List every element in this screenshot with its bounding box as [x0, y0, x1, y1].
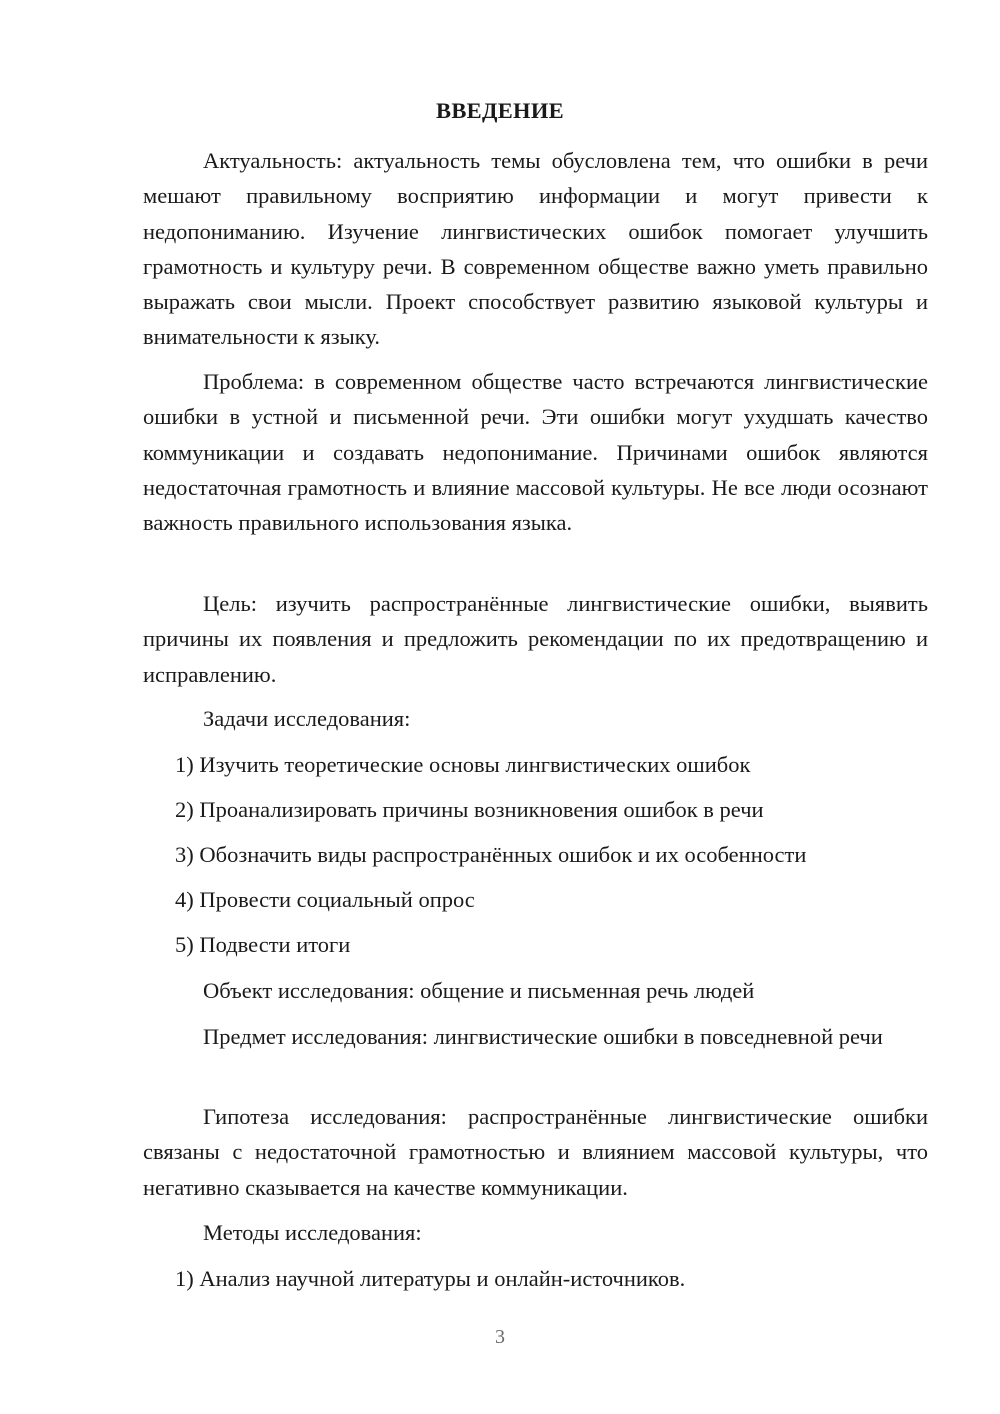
- task-item-2: 2) Проанализировать причины возникновения ошибок в речи: [175, 797, 764, 822]
- paragraph-subject: Предмет исследования: лингвистические ошибки в повседневной речи: [203, 1024, 883, 1049]
- section-heading: ВВЕДЕНИЕ: [436, 98, 564, 123]
- method-item-1: 1) Анализ научной литературы и онлайн-источников.: [175, 1266, 686, 1291]
- task-item-4: 4) Провести социальный опрос: [175, 887, 475, 912]
- tasks-title: Задачи исследования:: [203, 706, 411, 731]
- task-item-3: 3) Обозначить виды распространённых ошибок и их особенности: [175, 842, 807, 867]
- task-item-1: 1) Изучить теоретические основы лингвистических ошибок: [175, 752, 751, 777]
- task-item-5: 5) Подвести итоги: [175, 932, 351, 957]
- paragraph-hypothesis: Гипотеза исследования: распространённые лингвистические ошибки связаны с недостаточной грамотностью и влиянием массовой культуры, что негативно сказывается на качестве коммуникации.: [143, 1104, 928, 1200]
- paragraph-object: Объект исследования: общение и письменная речь людей: [203, 978, 755, 1003]
- page-number: 3: [495, 1326, 505, 1348]
- paragraph-relevance: Актуальность: актуальность темы обусловлена тем, что ошибки в речи мешают правильному восприятию информации и могут привести к недопониманию. Изучение лингвистических ошибок помогает улучшить грамотность и культуру речи. В современном обществе важно уметь правильно выражать свои мысли. Проект способствует развитию языковой культуры и внимательности к языку.: [143, 148, 928, 350]
- paragraph-goal: Цель: изучить распространённые лингвистические ошибки, выявить причины их появления и предложить рекомендации по их предотвращению и исправлению.: [143, 591, 928, 687]
- methods-title: Методы исследования:: [203, 1220, 422, 1245]
- paragraph-problem: Проблема: в современном обществе часто встречаются лингвистические ошибки в устной и письменной речи. Эти ошибки могут ухудшать качество коммуникации и создавать недопонимание. Причинами ошибок являются недостаточная грамотность и влияние массовой культуры. Не все люди осознают важность правильного использования языка.: [143, 369, 928, 536]
